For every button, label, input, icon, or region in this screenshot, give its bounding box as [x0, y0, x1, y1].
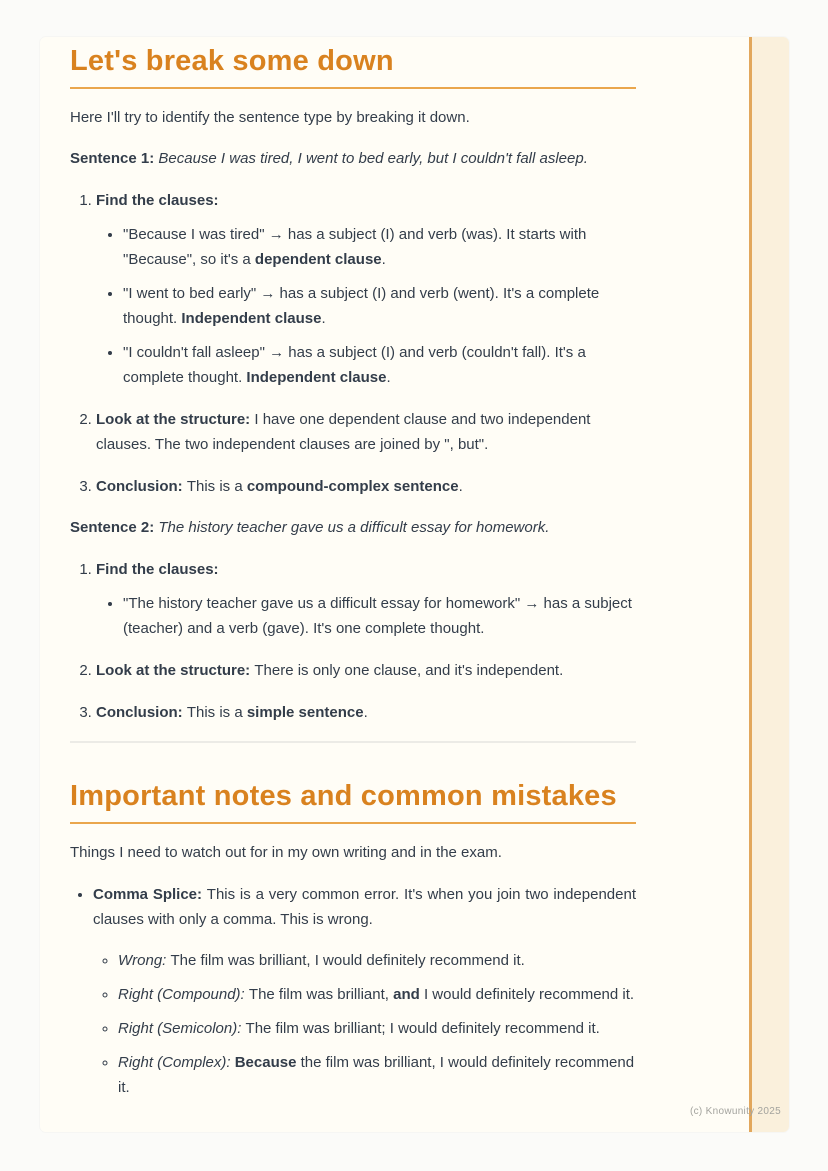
decorative-right-stripe: [749, 37, 789, 1132]
note-content: [70, 37, 636, 1100]
clause-item: • "I went to bed early" → has a subject (I) and verb (went). It's a complete thought. Independent clause.: [123, 281, 636, 331]
clause-item: • "I couldn't fall asleep" → has a subject (I) and verb (couldn't fall). It's a complete thought. Independent clause.: [123, 340, 636, 390]
notes-list: [70, 882, 636, 1100]
sentence-1-line: Sentence 1: Because I was tired, I went to bed early, but I couldn't fall asleep.: [70, 150, 588, 167]
comma-splice-item: [93, 882, 636, 1100]
step-label: Find the clauses:: [96, 192, 219, 209]
comma-splice-examples: [93, 948, 636, 1100]
step-conclusion-2: 3. Conclusion: This is a simple sentence.: [96, 700, 636, 725]
sentence-1-steps: [70, 188, 636, 499]
step-find-clauses-2: [96, 557, 636, 641]
step-find-clauses-1: [96, 188, 636, 390]
clause-bullets-1: [96, 222, 636, 390]
comma-splice-text: Comma Splice: This is a very common error. It's when you join two independent clauses with only a comma. This is wrong.: [93, 886, 636, 928]
sentence-2-steps: [70, 557, 636, 725]
step-conclusion-1: 3. Conclusion: This is a compound-complex sentence.: [96, 474, 636, 499]
clause-item: • "Because I was tired" → has a subject (I) and verb (was). It starts with "Because", so it's a dependent clause.: [123, 222, 636, 272]
section-divider: [70, 741, 636, 743]
breakdown-intro: Here I'll try to identify the sentence type by breaking it down.: [70, 109, 470, 126]
clause-bullets-2: [96, 591, 636, 641]
step-structure-1: 2. Look at the structure: I have one dependent clause and two independent clauses. The two independent clauses are joined by ", but".: [96, 407, 636, 457]
knowunity-watermark: (c) Knowunity 2025: [689, 1106, 781, 1117]
section-heading-notes: Important notes and common mistakes: [70, 779, 636, 824]
step-label: Find the clauses:: [96, 561, 219, 578]
example-wrong: ◦ Wrong: The film was brilliant, I would definitely recommend it.: [118, 948, 636, 973]
note-card: [40, 37, 789, 1132]
example-right-semicolon: ◦ Right (Semicolon): The film was brilliant; I would definitely recommend it.: [118, 1016, 636, 1041]
section-heading-breakdown: Let's break some down: [70, 44, 636, 89]
example-right-complex: ◦ Right (Complex): Because the film was brilliant, I would definitely recommend it.: [118, 1050, 636, 1100]
step-structure-2: 2. Look at the structure: There is only one clause, and it's independent.: [96, 658, 636, 683]
clause-item: • "The history teacher gave us a difficult essay for homework" → has a subject (teacher) and a verb (gave). It's one complete thought.: [123, 591, 636, 641]
example-right-compound: ◦ Right (Compound): The film was brilliant, and I would definitely recommend it.: [118, 982, 636, 1007]
sentence-2-line: Sentence 2: The history teacher gave us a difficult essay for homework.: [70, 519, 550, 536]
notes-intro: Things I need to watch out for in my own writing and in the exam.: [70, 844, 502, 861]
